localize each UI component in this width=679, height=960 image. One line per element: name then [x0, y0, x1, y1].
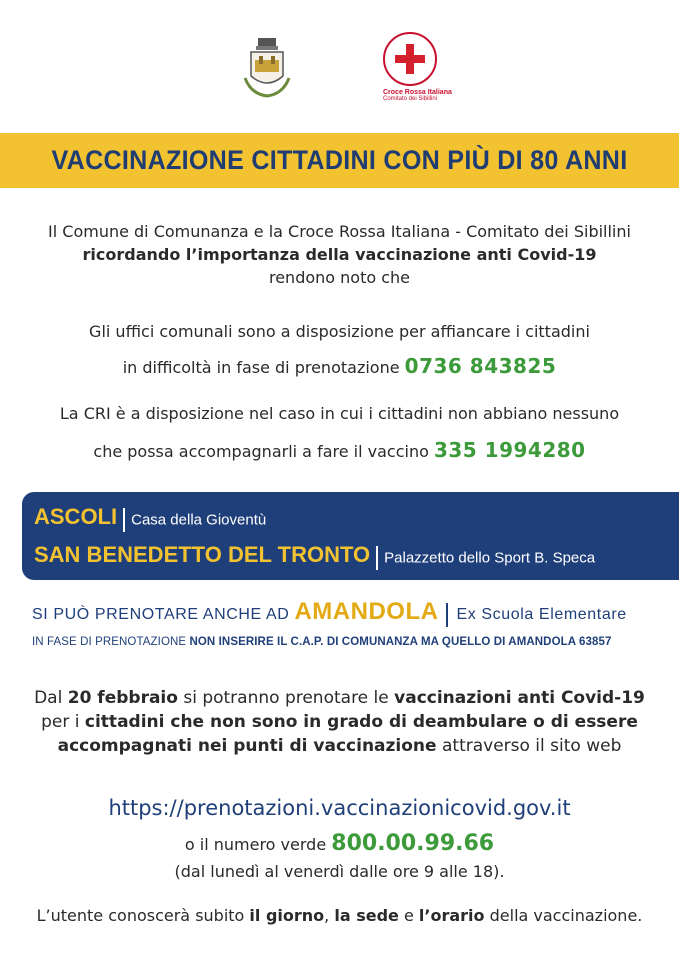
intro-block	[0, 220, 679, 289]
amandola-city: AMANDOLA	[294, 598, 439, 625]
text: e	[403, 906, 414, 925]
booking-line-2	[0, 710, 679, 734]
location-ascoli	[34, 504, 266, 532]
location-city: ASCOLI	[34, 504, 118, 529]
text: L’utente conoscerà subito	[36, 906, 245, 925]
booking-block	[0, 686, 679, 758]
offices-line-2	[0, 349, 679, 385]
cap-note-bold: NON INSERIRE IL C.A.P. DI COMUNANZA MA QUELLO DI AMANDOLA 63857	[189, 636, 612, 648]
offices-block	[0, 315, 679, 385]
text-bold: accompagnati nei punti di vaccinazione	[57, 736, 437, 756]
cri-logo	[383, 32, 455, 102]
toll-free-prefix: o il numero verde	[184, 835, 327, 854]
text: si potranno prenotare le	[183, 688, 389, 708]
booking-line-3	[0, 734, 679, 758]
date-highlight: 20 febbraio	[67, 688, 178, 708]
cri-block	[0, 396, 679, 470]
red-cross-icon	[383, 32, 437, 86]
text-bold: il giorno	[249, 906, 325, 925]
offices-line-1: Gli uffici comunali sono a disposizione per affiancare i cittadini	[89, 322, 590, 341]
cri-line-2	[0, 432, 679, 470]
text-bold: l’orario	[418, 906, 485, 925]
booking-line-1	[0, 686, 679, 710]
text: della vaccinazione.	[489, 906, 643, 925]
toll-free-block	[0, 830, 679, 885]
logos-header	[0, 30, 679, 110]
location-city: SAN BENEDETTO DEL TRONTO	[34, 542, 371, 567]
locations-band	[22, 492, 679, 580]
toll-free-hours: (dal lunedì al venerdì dalle ore 9 alle 18).	[174, 862, 505, 881]
title-band	[0, 133, 679, 188]
location-san-benedetto	[34, 542, 595, 570]
cap-note	[32, 636, 652, 648]
amandola-venue: Ex Scuola Elementare	[456, 606, 627, 623]
cap-note-prefix: IN FASE DI PRENOTAZIONE	[32, 636, 187, 648]
offices-phone: 0736 843825	[404, 354, 557, 378]
page-title: VACCINAZIONE CITTADINI CON PIÙ DI 80 ANNI	[51, 145, 628, 175]
intro-line-2: ricordando l’importanza della vaccinazione anti Covid-19	[82, 245, 597, 264]
location-venue: Palazzetto dello Sport B. Speca	[384, 549, 596, 567]
text-bold: la sede	[334, 906, 399, 925]
cri-line-1: La CRI è a disposizione nel caso in cui i cittadini non abbiano nessuno	[59, 404, 620, 423]
text: ,	[324, 906, 330, 925]
text: attraverso il sito web	[441, 736, 622, 756]
intro-line-1: Il Comune di Comunanza e la Croce Rossa Italiana - Comitato dei Sibillini	[48, 222, 631, 241]
cri-name: Croce Rossa Italiana	[383, 89, 452, 96]
text: per i	[41, 712, 80, 732]
divider	[376, 546, 378, 570]
amandola-prefix: SI PUÒ PRENOTARE ANCHE AD	[32, 606, 290, 623]
toll-free-line	[0, 830, 679, 858]
text-bold: vaccinazioni anti Covid-19	[394, 688, 645, 708]
offices-line-2-text: in difficoltà in fase di prenotazione	[122, 358, 400, 377]
text-bold: cittadini che non sono in grado di deambulare o di essere	[84, 712, 638, 732]
location-venue: Casa della Gioventù	[131, 511, 267, 529]
toll-free-number: 800.00.99.66	[331, 831, 495, 856]
website-link[interactable]: https://prenotazioni.vaccinazionicovid.gov.it	[108, 796, 571, 820]
footer-note	[0, 906, 679, 925]
divider	[446, 603, 448, 627]
cri-phone: 335 1994280	[433, 438, 586, 462]
divider	[123, 508, 125, 532]
amandola-line	[32, 598, 652, 627]
intro-line-3: rendono noto che	[268, 268, 411, 287]
text: Dal	[34, 688, 63, 708]
cri-line-2-text: che possa accompagnarli a fare il vaccino	[93, 442, 429, 461]
cri-committee: Comitato dei Sibillini	[383, 96, 438, 102]
municipal-crest-icon	[241, 36, 293, 100]
